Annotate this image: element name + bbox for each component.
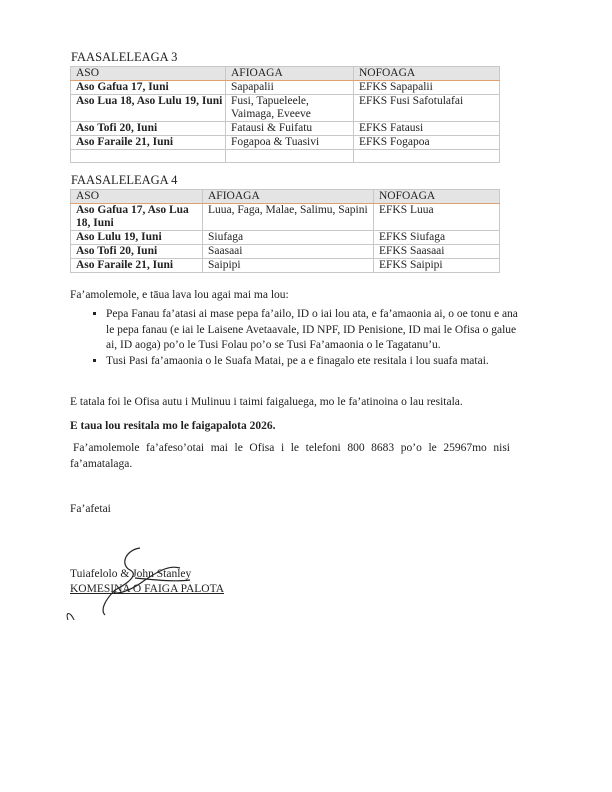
- bold-notice: E taua lou resitala mo le faigapalota 2026.: [70, 420, 276, 432]
- cell-afioaga: Fogapoa & Tuasivi: [226, 136, 354, 150]
- cell-aso: Aso Lua 18, Aso Lulu 19, Iuni: [71, 95, 226, 122]
- cell-aso: Aso Faraile 21, Iuni: [71, 136, 226, 150]
- header-aso: ASO: [71, 190, 203, 204]
- section-3-table: [70, 66, 500, 163]
- table-row: [71, 245, 500, 259]
- cell-aso: Aso Lulu 19, Iuni: [71, 231, 203, 245]
- table-row: [71, 81, 500, 95]
- cell-afioaga: Siufaga: [203, 231, 374, 245]
- header-aso: ASO: [71, 67, 226, 81]
- header-afioaga: AFIOAGA: [203, 190, 374, 204]
- cell-nofoaga: EFKS Luua: [374, 204, 500, 231]
- cell-nofoaga: EFKS Fatausi: [354, 122, 500, 136]
- header-nofoaga: NOFOAGA: [374, 190, 500, 204]
- table-header: [71, 67, 500, 81]
- table-row: [71, 122, 500, 136]
- signature-image: [65, 540, 195, 620]
- cell-aso: Aso Tofi 20, Iuni: [71, 122, 226, 136]
- cell-aso: Aso Gafua 17, Iuni: [71, 81, 226, 95]
- contact-text: Fa’amolemole fa’afeso’otai mai le Ofisa i le telefoni 800 8683 po’o le 25967mo nisi fa’amatalaga.: [70, 442, 510, 470]
- cell-nofoaga: EFKS Saasaai: [374, 245, 500, 259]
- table-row: [71, 95, 500, 122]
- cell-nofoaga: EFKS Saipipi: [374, 259, 500, 273]
- list-item: ▪ Tusi Pasi fa’amaonia o le Suafa Matai, pe a e finagalo ete resitala i lou suafa matai.: [106, 354, 526, 370]
- signatory-title: KOMESINA O FAIGA PALOTA: [70, 583, 225, 595]
- cell-aso: Aso Tofi 20, Iuni: [71, 245, 203, 259]
- table-row: [71, 231, 500, 245]
- thanks-text: Fa’afetai: [70, 503, 111, 515]
- table-row: [71, 259, 500, 273]
- cell-afioaga: Sapapalii: [226, 81, 354, 95]
- section-4-table: [70, 189, 500, 273]
- cell-nofoaga: EFKS Sapapalii: [354, 81, 500, 95]
- cell-nofoaga: EFKS Siufaga: [374, 231, 500, 245]
- cell-afioaga: Luua, Faga, Malae, Salimu, Sapini: [203, 204, 374, 231]
- header-afioaga: AFIOAGA: [226, 67, 354, 81]
- requirements-list: [90, 307, 526, 369]
- empty-row: [71, 150, 500, 163]
- header-nofoaga: NOFOAGA: [354, 67, 500, 81]
- cell-afioaga: Fusi, Tapueleele, Vaimaga, Eveeve: [226, 95, 354, 122]
- cell-afioaga: Fatausi & Fuifatu: [226, 122, 354, 136]
- cell-nofoaga: EFKS Fogapoa: [354, 136, 500, 150]
- table-header: [71, 190, 500, 204]
- table-row: [71, 204, 500, 231]
- list-item: ▪ Pepa Fanau fa’atasi ai mase pepa fa’ailo, ID o iai lou ata, e fa’amaonia ai, o oe tonu e ana le pepa fanau (e iai le Laisene Avetaavale, ID NPF, ID Penisione, ID mai le Ofisa o galue ai, ID aoga) po’o le Tusi Folau po’o se Tusi Fa’amaonia o le Tagatanu’u.: [106, 307, 526, 354]
- section-3-title: FAASALELEAGA 3: [71, 50, 178, 64]
- cell-aso: Aso Gafua 17, Aso Lua 18, Iuni: [71, 204, 203, 231]
- cell-afioaga: Saipipi: [203, 259, 374, 273]
- signatory-name: Tuiafelolo & John Stanley: [70, 568, 192, 580]
- cell-afioaga: Saasaai: [203, 245, 374, 259]
- cell-nofoaga: EFKS Fusi Safotulafai: [354, 95, 500, 122]
- office-text: E tatala foi le Ofisa autu i Mulinuu i taimi faigaluega, mo le fa’atinoina o lau resitala.: [70, 396, 463, 408]
- cell-aso: Aso Faraile 21, Iuni: [71, 259, 203, 273]
- section-4-title: FAASALELEAGA 4: [71, 173, 178, 187]
- table-row: [71, 136, 500, 150]
- intro-text: Fa’amolemole, e tāua lava lou agai mai ma lou:: [70, 289, 289, 301]
